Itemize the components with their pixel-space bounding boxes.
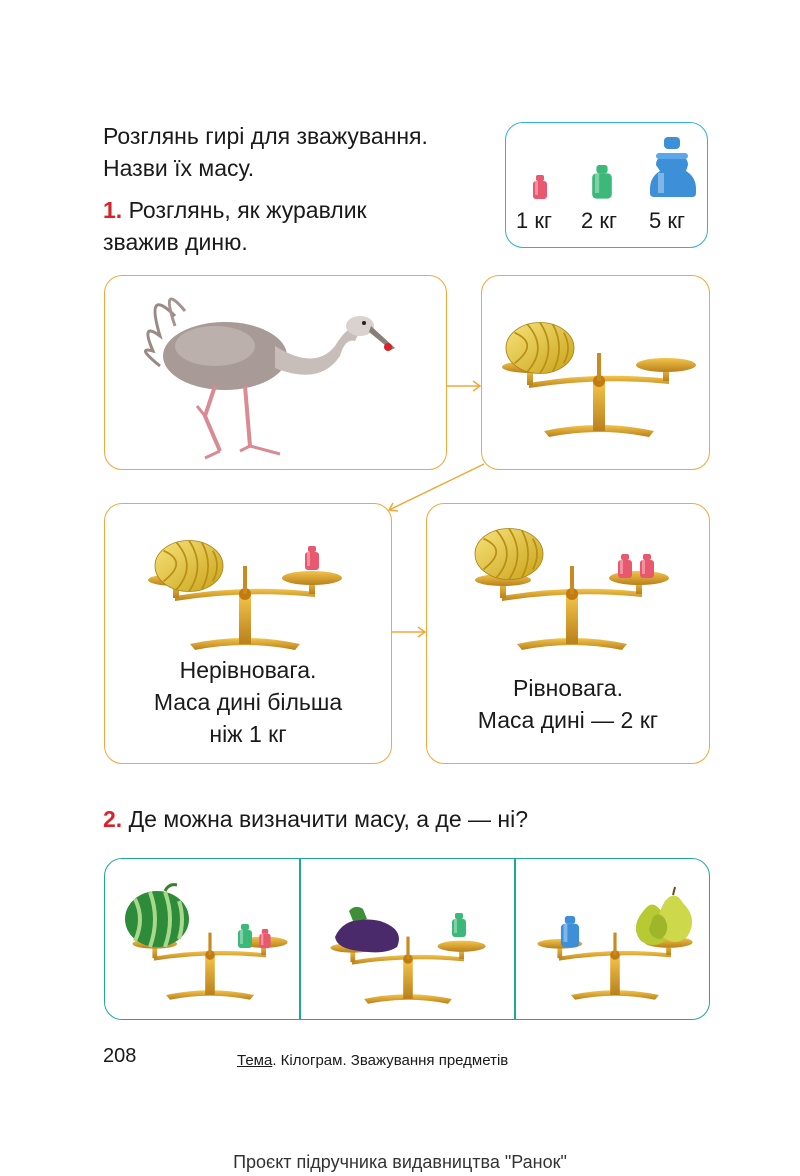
publisher-credit: Проєкт підручника видавництва "Ранок" xyxy=(233,1152,567,1172)
watermelon-icon xyxy=(125,885,189,947)
imbalance-line-3: ніж 1 кг xyxy=(209,721,287,747)
option-watermelon xyxy=(125,885,288,1000)
weight-label-3: 5 кг xyxy=(649,208,685,233)
task-2-text: Де можна визначити масу, а де — ні? xyxy=(128,806,529,832)
task-2 xyxy=(103,806,528,833)
divider xyxy=(299,859,301,1019)
intro-line-1: Розглянь гирі для зважування. xyxy=(103,123,428,149)
option-eggplant xyxy=(330,907,485,1004)
footer-topic xyxy=(237,1052,508,1069)
imbalance-line-2: Маса дині більша xyxy=(153,689,343,715)
pears-icon xyxy=(636,887,692,945)
topic-text: . Кілограм. Зважування предметів xyxy=(272,1052,509,1069)
task-1-line-2: зважив диню. xyxy=(103,229,248,255)
weight-label-2: 2 кг xyxy=(581,208,617,233)
weight-5kg-icon xyxy=(561,916,579,947)
weight-2kg-icon xyxy=(452,913,466,937)
weight-label-1: 1 кг xyxy=(516,208,552,233)
task-2-number: 2. xyxy=(103,806,123,832)
arrow-icon xyxy=(389,464,484,511)
topic-label: Тема xyxy=(237,1052,273,1069)
imbalance-line-1: Нерівновага. xyxy=(179,657,317,683)
intro-line-2: Назви їх масу. xyxy=(103,155,255,181)
weight-2kg-icon xyxy=(238,924,252,948)
scale-icon xyxy=(537,933,692,1000)
balance-line-2: Маса дині — 2 кг xyxy=(477,707,659,733)
task-1-number: 1. xyxy=(103,197,123,223)
task-2-options xyxy=(104,858,710,1020)
arrow-icon xyxy=(392,627,425,637)
task-1-line-1: Розглянь, як журавлик xyxy=(128,197,367,223)
divider xyxy=(514,859,516,1019)
eggplant-icon xyxy=(335,907,399,952)
option-pears xyxy=(537,887,692,1000)
balance-line-1: Рівновага. xyxy=(513,675,623,701)
arrow-icon xyxy=(447,381,480,391)
weight-1kg-icon xyxy=(259,929,270,948)
page-number: 208 xyxy=(103,1045,137,1067)
